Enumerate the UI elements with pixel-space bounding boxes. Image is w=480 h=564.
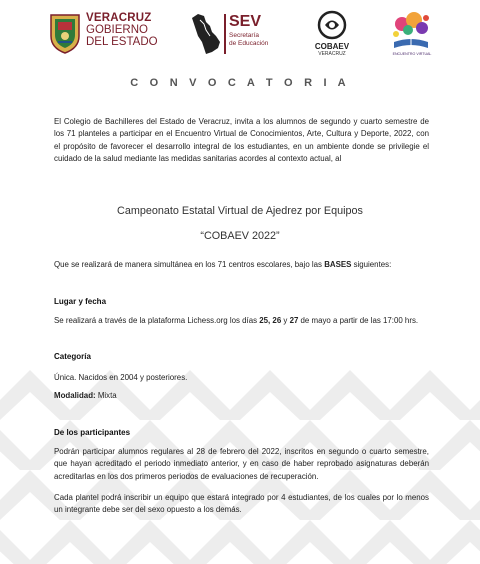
lugar-fecha-heading: Lugar y fecha — [54, 297, 107, 306]
categoria-text: Única. Nacidos en 2004 y posteriores. — [54, 373, 188, 382]
modalidad-line: Modalidad: Mixta — [54, 391, 117, 400]
veracruz-crest-icon — [48, 12, 82, 54]
book-art-icon — [382, 8, 440, 52]
bases-line: Que se realizará de manera simultánea en los 71 centros escolares, bajo las BASES siguientes: — [54, 260, 392, 269]
cobaev-name: COBAEV — [314, 42, 350, 51]
sev-divider — [224, 14, 226, 54]
sev-logo — [190, 12, 290, 58]
document-title: C O N V O C A T O R I A — [130, 77, 350, 89]
encuentro-caption: ENCUENTRO VIRTUAL — [392, 52, 432, 56]
cobaev-logo — [310, 10, 354, 64]
participantes-paragraph-2: Cada plantel podrá inscribir un equipo que estará integrado por 4 estudiantes, de los cuales por lo menos un integrante debe ser del sexo opuesto a los demás. — [54, 493, 429, 515]
veracruz-government-logo — [48, 10, 178, 58]
veracruz-title: VERACRUZ — [86, 12, 152, 24]
lugar-fecha-text: Se realizará a través de la plataforma Lichess.org los días 25, 26 y 27 de mayo a partir de las 17:00 hrs. — [54, 316, 419, 325]
veracruz-map-icon — [190, 12, 222, 56]
categoria-heading: Categoría — [54, 352, 91, 361]
del-estado-text: DEL ESTADO — [86, 36, 158, 48]
championship-name: “COBAEV 2022” — [200, 230, 280, 242]
sev-subtitle: Secretaría de Educación — [229, 32, 269, 47]
championship-title: Campeonato Estatal Virtual de Ajedrez por Equipos — [117, 205, 363, 217]
cobaev-state: VERACRUZ — [318, 51, 346, 57]
header-logos — [48, 8, 440, 64]
cobaev-emblem-icon — [317, 10, 347, 40]
gobierno-text: GOBIERNO — [86, 24, 148, 36]
intro-paragraph: El Colegio de Bachilleres del Estado de Veracruz, invita a los alumnos de segundo y cuarto semestre de los 71 planteles a participar en el Encuentro Virtual de Conocimientos, Arte, Cultura y Deporte, 2022, con el propósito de favorecer el desarrollo integral de los estudiantes, en un ambiente donde se privilegie el cuidado de la salud mediante las medidas sanitarias acordes al contexto actual, al — [54, 117, 429, 163]
encuentro-virtual-logo — [382, 8, 440, 64]
sev-name: SEV — [229, 13, 262, 30]
participantes-paragraph-1: Podrán participar alumnos regulares al 28 de febrero del 2022, inscritos en segundo o cuarto semestre, que hayan acreditado el periodo inmediato anterior, y en caso de haber reprobado asignaturas deberán acreditarlas en los dos primeros periodos de evaluaciones de recuperación. — [54, 447, 429, 481]
participantes-heading: De los participantes — [54, 428, 131, 437]
